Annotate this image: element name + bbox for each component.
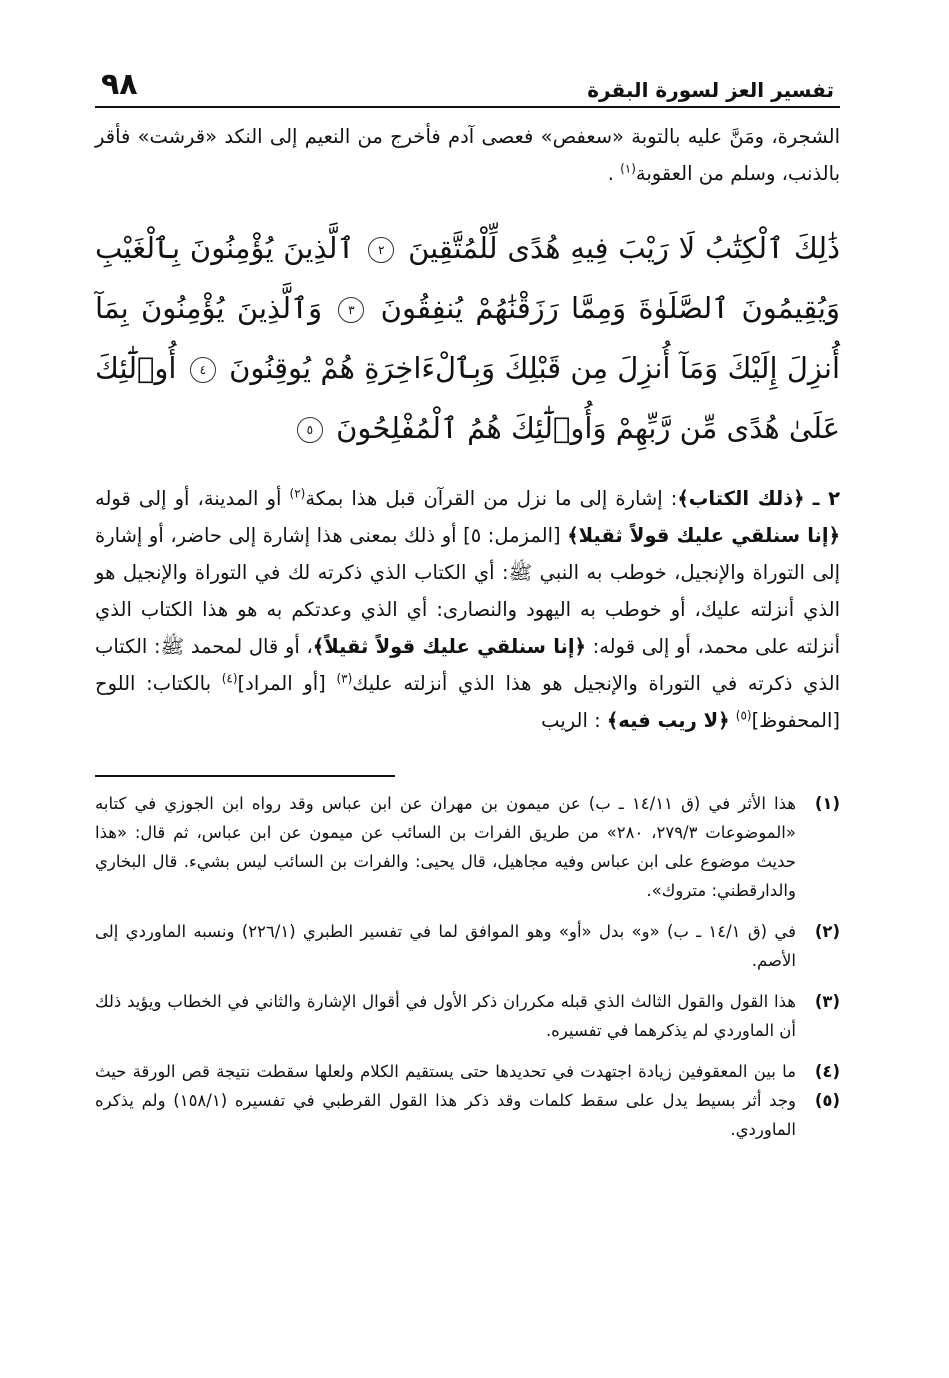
footnote-text: في (ق ١٤/١ ـ ب) «و» بدل «أو» وهو الموافق لما في تفسير الطبري (٢٢٦/١) ونسبه الماوردي إلى الأصم. [95, 922, 797, 970]
verse-4: وَٱلَّذِينَ يُؤْمِنُونَ بِمَآ أُنزِلَ إِلَيْكَ وَمَآ أُنزِلَ مِن قَبْلِكَ وَبِٱلْءَاخِرَةِ هُمْ يُوقِنُونَ [95, 291, 841, 385]
footnote-ref-2: (٢) [289, 486, 306, 501]
footnote-1 [95, 789, 840, 905]
quote-muzzammil-1: ﴿إنا سنلقي عليك قولاً ثقيلا﴾ [567, 524, 840, 547]
ayah-marker-5: ٥ [297, 417, 323, 443]
running-title: تفسير العز لسورة البقرة [587, 78, 834, 102]
footnote-number: (٣) [814, 992, 840, 1011]
ayah-marker-3: ٣ [338, 297, 364, 323]
commentary-text-6: بالكتاب: اللوح [المحفوظ] [95, 672, 840, 732]
page-header [95, 60, 840, 108]
ayah-marker-4: ٤ [190, 357, 216, 383]
intro-text: الشجرة، ومَنَّ عليه بالتوبة «سعفص» فعصى آدم فأخرج من النعيم إلى النكد «قرشت» فأقر بالذنب، وسلم من العقوبة [95, 125, 840, 185]
footnote-number: (٤) (٥) [814, 1062, 840, 1110]
ayah-marker-2: ٢ [368, 237, 394, 263]
commentary-paragraph [95, 480, 840, 739]
footnote-number: (٢) [814, 922, 840, 941]
verse-3: ٱلَّذِينَ يُؤْمِنُونَ بِٱلْغَيْبِ وَيُقِيمُونَ ٱلصَّلَوٰةَ وَمِمَّا رَزَقْنَٰهُمْ يُنفِقُونَ [95, 231, 840, 325]
commentary-text-8: : الريب [541, 709, 607, 732]
footnotes [95, 789, 840, 1144]
quran-verses [95, 218, 840, 458]
quote-la-rayba-fihi: ﴿لا ريب فيه﴾ [606, 709, 730, 732]
quote-muzzammil-2: ﴿إنا سنلقي عليك قولاً ثقيلاً﴾ [312, 635, 586, 658]
footnote-text: هذا الأثر في (ق ١٤/١١ ـ ب) عن ميمون بن مهران عن ابن عباس وقد رواه ابن الجوزي في كتابه «الموضوعات ٢٧٩/٣، ٢٨٠» من طريق الفرات بن السائب عن ميمون عن ابن عباس، ثم قال: «هذا حديث موضوع على ابن عباس وفيه مجاهيل، قال يحيى: والفرات بن السائب ليس بشيء. قال البخاري والدارقطني: متروك». [95, 794, 797, 900]
footnote-ref-1: (١) [620, 161, 636, 176]
footnote-3 [95, 987, 840, 1045]
footnote-ref-4: (٤) [221, 671, 238, 686]
quote-dhalika-alkitab: ﴿ذلك الكتاب﴾ [677, 487, 805, 510]
footnote-ref-5: (٥) [735, 708, 752, 723]
commentary-text-1: : إشارة إلى ما نزل من القرآن قبل هذا بمكة [305, 487, 678, 510]
verse-5: أُو۟لَٰٓئِكَ عَلَىٰ هُدًى مِّن رَّبِّهِمْ وَأُو۟لَٰٓئِكَ هُمُ ٱلْمُفْلِحُونَ [95, 351, 840, 445]
intro-end: . [607, 162, 614, 185]
commentary-text-2: أو المدينة، أو إلى قوله [95, 487, 290, 510]
footnote-text: هذا القول والقول الثالث الذي قبله مكرران ذكر الأول في أقوال الإشارة والثاني في الخطاب ويؤيد ذلك أن الماوردي لم يذكرهما في تفسيره. [95, 992, 796, 1040]
footnote-ref-3: (٣) [336, 671, 353, 686]
page-number: ٩٨ [101, 67, 138, 102]
footnote-4-5 [95, 1057, 840, 1144]
footnote-text: ما بين المعقوفين زيادة اجتهدت في تحديدها حتى يستقيم الكلام ولعلها سقطت نتيجة قص الورقة حيث وجد أثر بسيط يدل على سقط كلمات وقد ذكر هذا القول القرطبي في تفسيره (١٥٨/١) ولم يذكره الماوردي. [95, 1062, 796, 1139]
commentary-text-3: [المزمل: ٥] أو ذلك بمعنى هذا إشارة إلى حاضر، أو إشارة إلى التوراة والإنجيل، خوطب به النبي ﷺ: أي الكتاب الذي ذكرته لك في التوراة والإنجيل هو الذي أنزلته عليك، أو خوطب به اليهود والنصارى: أي الذي وعدتكم به هو هذا الكتاب الذي أنزلته على محمد، أو إلى قوله: [95, 524, 840, 658]
verse-2: ذَٰلِكَ ٱلْكِتَٰبُ لَا رَيْبَ فِيهِ هُدًى لِّلْمُتَّقِينَ [408, 231, 841, 265]
footnote-number: (١) [814, 794, 840, 813]
book-page [95, 60, 840, 1156]
commentary-text-5: [أو المراد] [237, 672, 337, 695]
footnote-separator [95, 775, 395, 777]
commentary-number: ٢ ـ [812, 487, 840, 510]
commentary-text-4: ، أو قال لمحمد ﷺ: الكتاب الذي ذكرته في التوراة والإنجيل هو هذا الذي أنزلته عليك [95, 635, 840, 695]
footnote-2 [95, 917, 840, 975]
intro-paragraph [95, 118, 840, 192]
